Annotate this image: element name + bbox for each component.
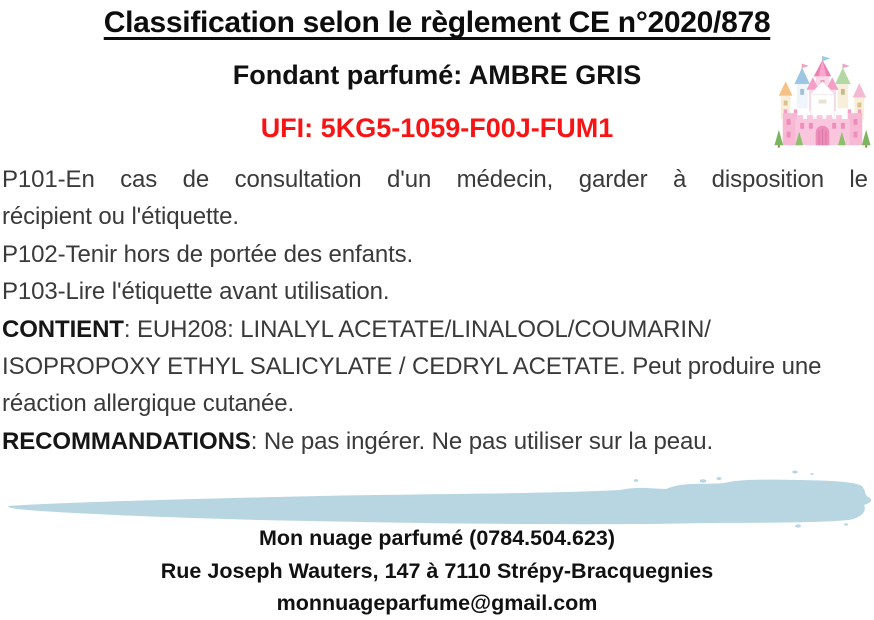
company-address: Rue Joseph Wauters, 147 à 7110 Strépy-Bracquegnies	[160, 558, 714, 583]
contient-line3: réaction allergique cutanée.	[2, 390, 295, 418]
company-email: monnuageparfume@gmail.com	[276, 591, 598, 615]
recommandations-label: RECOMMANDATIONS	[2, 427, 251, 455]
contient-label: CONTIENT	[2, 315, 124, 343]
page-title: Classification selon le règlement CE n°2020/878	[103, 6, 771, 39]
ufi-row	[0, 113, 874, 144]
p101-line1: P101-En cas de consultation d'un médecin, garder à disposition le	[2, 166, 868, 193]
contient-line1	[2, 311, 868, 348]
recommandations-line	[2, 423, 868, 460]
p103-line: P103-Lire l'étiquette avant utilisation.	[2, 278, 390, 306]
p102-line: P102-Tenir hors de portée des enfants.	[2, 240, 414, 268]
product-subtitle-row	[0, 60, 874, 91]
recommandations-rest: : Ne pas ingérer. Ne pas utiliser sur la peau.	[250, 427, 714, 455]
page-title-row	[0, 6, 874, 40]
ufi-code: UFI: 5KG5-1059-F00J-FUM1	[260, 113, 614, 143]
contient-line1-rest: : EUH208: LINALYL ACETATE/LINALOOL/COUMARIN/	[123, 315, 711, 343]
company-name: Mon nuage parfumé (0784.504.623)	[258, 526, 616, 550]
safety-text-block	[2, 161, 868, 460]
p101-line2: récipient ou l'étiquette.	[2, 203, 239, 231]
footer-contact-block	[0, 522, 874, 620]
product-name: Fondant parfumé: AMBRE GRIS	[232, 60, 642, 90]
contient-line2: ISOPROPOXY ETHYL SALICYLATE / CEDRYL ACETATE. Peut produire une	[2, 353, 822, 381]
